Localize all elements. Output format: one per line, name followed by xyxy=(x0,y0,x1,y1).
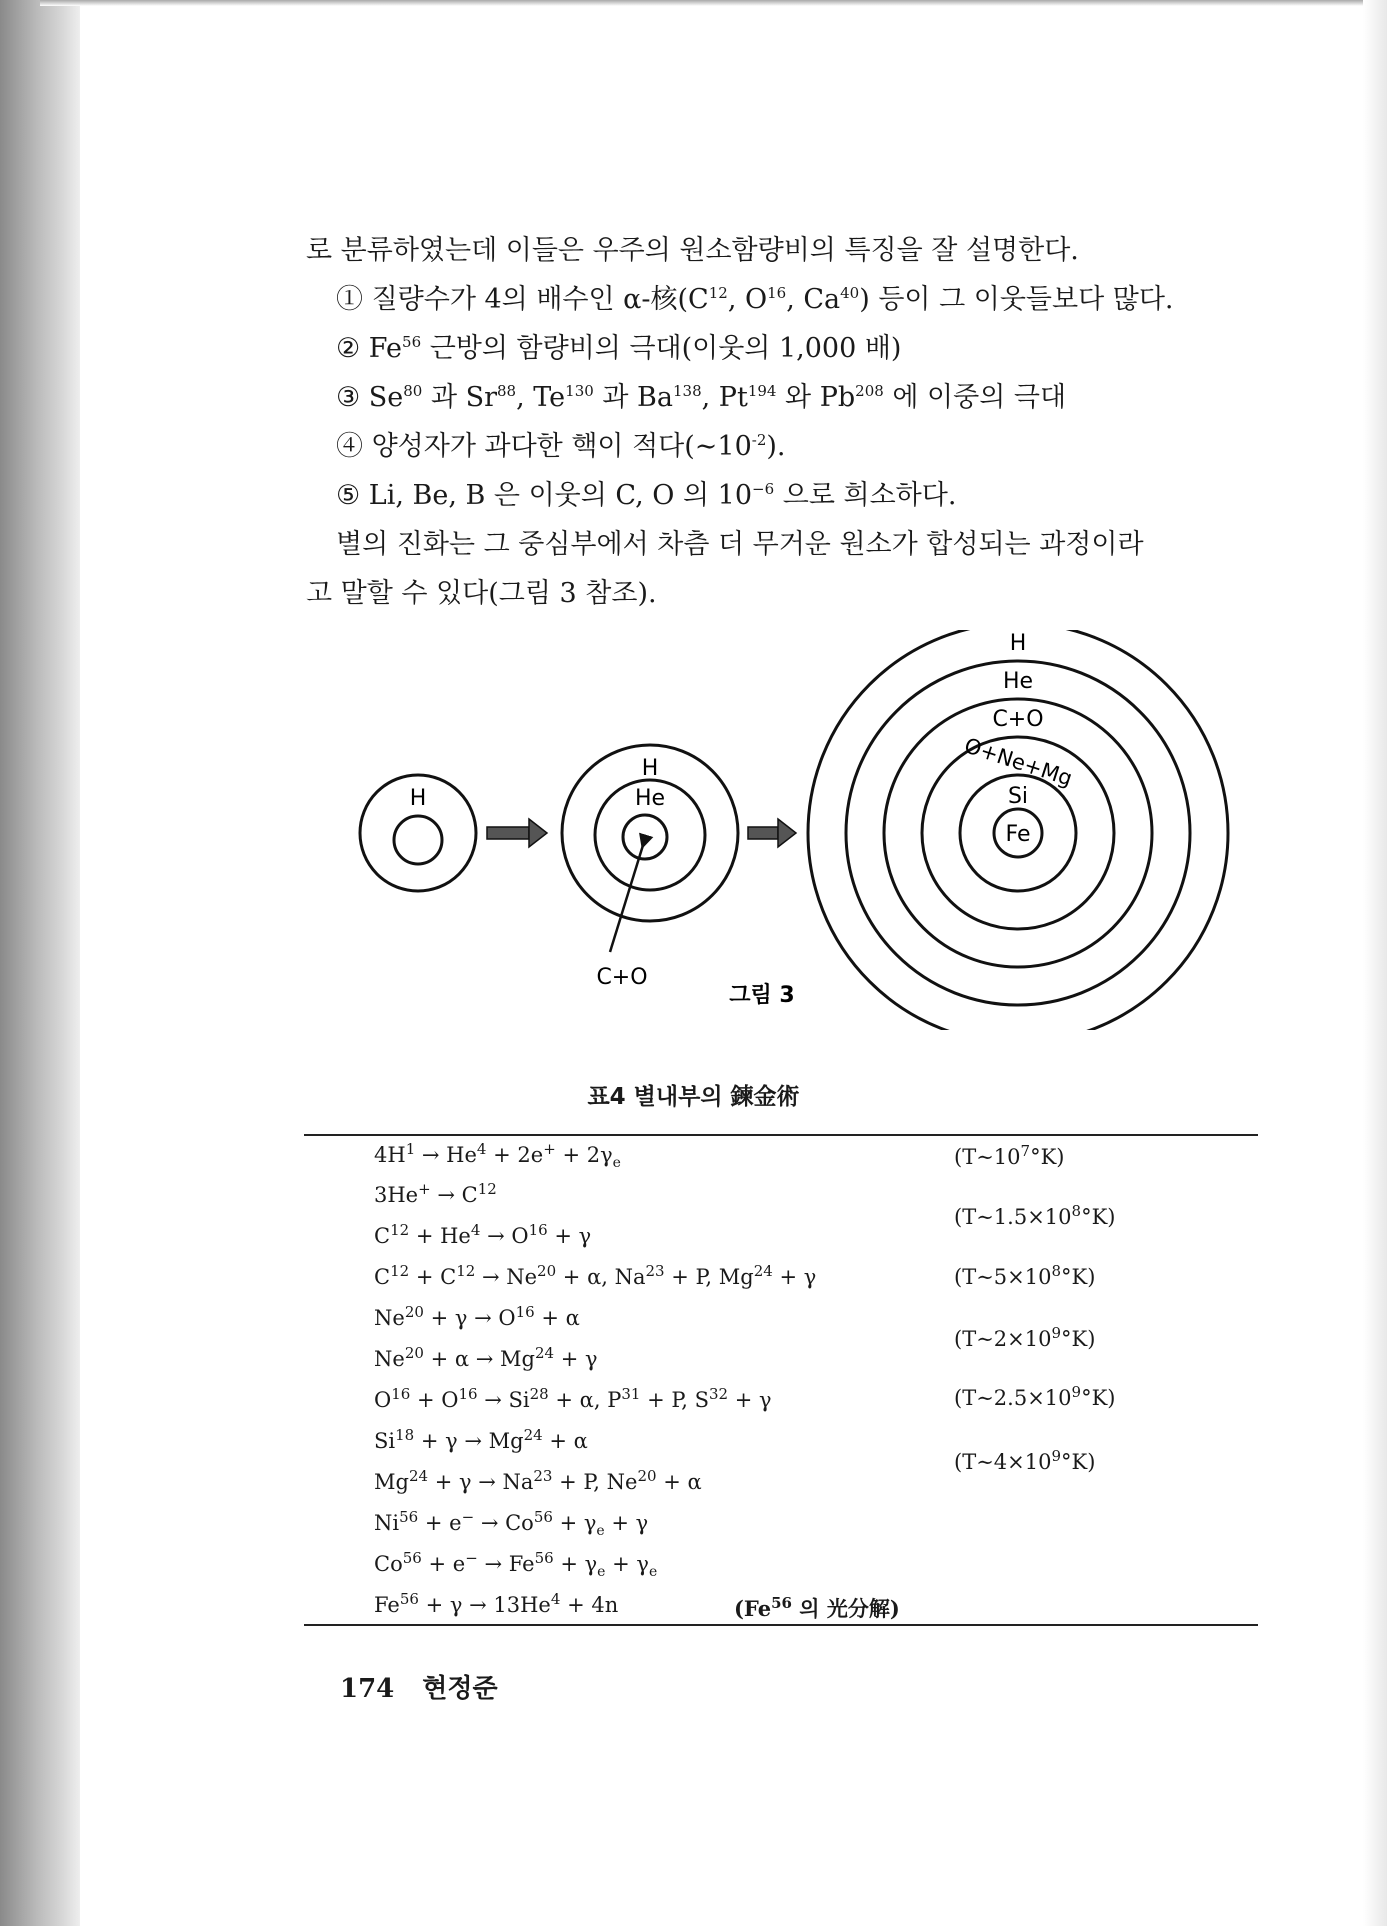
table-bottom-rule xyxy=(304,1624,1258,1626)
text-line-1: 로 분류하였는데 이들은 우주의 원소함량비의 특징을 잘 설명한다. xyxy=(306,235,1079,266)
star-2-core-co xyxy=(623,815,667,859)
reaction-row-2: $3He^+ \to C^{12}$ xyxy=(374,1180,497,1207)
page-number: 174 xyxy=(340,1674,395,1704)
table-top-rule xyxy=(304,1134,1258,1136)
arrow-2 xyxy=(748,819,796,847)
star-3-co-label: C+O xyxy=(992,707,1044,732)
star-2-he-label: He xyxy=(634,786,666,811)
book-edge-top xyxy=(40,0,1387,6)
list-item-2: ② Fe$^{56}$ 근방의 함량비의 극대(이웃의 1,000 배) xyxy=(336,333,902,364)
figure-3 xyxy=(350,630,1240,1030)
reaction-row-12: $Fe^{56} + \gamma \to 13He^4 + 4n$ xyxy=(374,1590,619,1617)
reaction-row-8: $Si^{18} + \gamma \to Mg^{24} + \alpha$ xyxy=(374,1426,588,1453)
star-evolution-diagram xyxy=(350,630,1240,1030)
table-title: 표4 별내부의 鍊金術 xyxy=(587,1084,800,1110)
temperature-5: $(T\sim 2.5\times 10^9^\circ K)$ xyxy=(954,1383,1116,1410)
star-3-h-label: H xyxy=(1009,631,1027,656)
reaction-row-1: $4H^1 \to He^4 + 2e^+ + 2\gamma_e$ xyxy=(374,1140,621,1172)
list-item-4: ④ 양성자가 과다한 핵이 적다$(\sim 10^{-2})$. xyxy=(336,431,786,462)
list-item-3: ③ Se$^{80}$ 과 Sr$^{88}$, Te$^{130}$ 과 Ba$^{138}$, Pt$^{194}$ 와 Pb$^{208}$ 에 이중의 극대 xyxy=(336,382,1067,413)
text-line-8: 고 말할 수 있다(그림 3 참조). xyxy=(306,578,657,609)
reaction-row-9: $Mg^{24} + \gamma \to Na^{23} + P$, $Ne^{20} + \alpha$ xyxy=(374,1467,702,1494)
star-2-h-label: H xyxy=(641,756,659,781)
star-2-core-pointer xyxy=(610,842,644,952)
author-name: 현정준 xyxy=(422,1674,498,1704)
star-1 xyxy=(360,775,476,891)
arrow-1 xyxy=(487,819,547,847)
temperature-4: $(T\sim 2\times 10^9^\circ K)$ xyxy=(954,1324,1096,1351)
star-3-he-label: He xyxy=(1002,669,1034,694)
temperature-2: $(T\sim 1.5\times 10^8^\circ K)$ xyxy=(954,1202,1116,1229)
star-3-si-label: Si xyxy=(1007,784,1029,809)
book-edge xyxy=(0,0,80,1926)
text-line-7: 별의 진화는 그 중심부에서 차츰 더 무거운 원소가 합성되는 과정이라 xyxy=(336,529,1144,560)
list-item-1: ① 질량수가 4의 배수인 α-核($C^{12}$, $O^{16}$, Ca$^{40}$) 등이 그 이웃들보다 많다. xyxy=(336,284,1174,315)
page-footer xyxy=(340,1668,498,1705)
reaction-row-7: $O^{16} + O^{16} \to Si^{28} + \alpha$, $P^{31} + P$, $S^{32} + \gamma$ xyxy=(374,1385,772,1412)
temperature-6: $(T\sim 4\times 10^9^\circ K)$ xyxy=(954,1447,1096,1474)
star-3-onm-label: O+Ne+Mg xyxy=(961,733,1076,791)
photodisintegration-note: (Fe$^{56}$ 의 光分解) xyxy=(734,1594,900,1621)
temperature-3: $(T\sim 5\times 10^8^\circ K)$ xyxy=(954,1262,1096,1289)
star-3 xyxy=(808,630,1228,1030)
figure-caption: 그림 3 xyxy=(729,983,795,1008)
star-2 xyxy=(562,745,738,990)
star-2-co-label: C+O xyxy=(596,965,648,990)
reaction-row-10: $Ni^{56} + e^- \to Co^{56} + \gamma_e + \gamma$ xyxy=(374,1508,649,1540)
star-1-h-label: H xyxy=(409,786,427,811)
reaction-row-11: $Co^{56} + e^- \to Fe^{56} + \gamma_e + \gamma_e$ xyxy=(374,1549,658,1581)
reaction-row-5: $Ne^{20} + \gamma \to O^{16} + \alpha$ xyxy=(374,1303,580,1330)
reaction-row-6: $Ne^{20} + \alpha \to Mg^{24} + \gamma$ xyxy=(374,1344,598,1371)
page-shadow xyxy=(1363,0,1387,1926)
reaction-row-4: $C^{12} + C^{12} \to Ne^{20} + \alpha$, $Na^{23} + P$, $Mg^{24} + \gamma$ xyxy=(374,1262,817,1289)
list-item-5: ⑤ Li, Be, B 은 이웃의 C, O 의 $10^{-6}$ 으로 희소하다. xyxy=(336,480,957,511)
temperature-1: $(T\sim 10^7^\circ K)$ xyxy=(954,1142,1065,1169)
reaction-row-3: $C^{12} + He^4 \to O^{16} + \gamma$ xyxy=(374,1221,592,1248)
star-1-core xyxy=(394,816,442,864)
star-3-fe-label: Fe xyxy=(1005,822,1031,847)
